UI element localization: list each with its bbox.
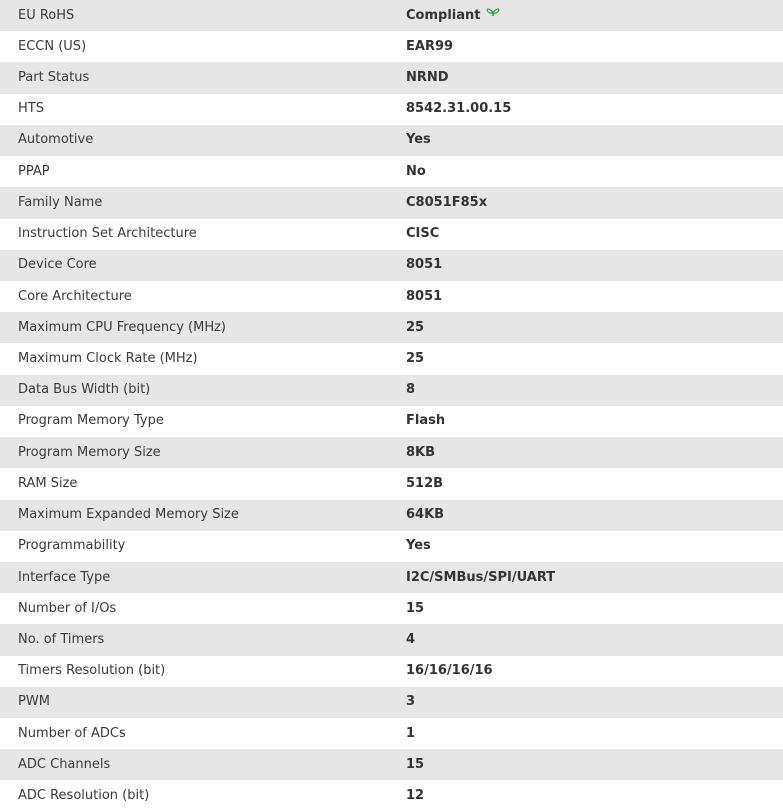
table-row — [0, 468, 783, 499]
spec-value: 8051 — [406, 288, 443, 304]
spec-value: EAR99 — [406, 38, 454, 54]
spec-label: Data Bus Width (bit) — [18, 382, 151, 398]
table-row — [0, 593, 783, 624]
table-row — [0, 500, 783, 531]
leaf-icon — [486, 5, 500, 22]
spec-label: ECCN (US) — [18, 38, 87, 54]
table-row — [0, 250, 783, 281]
table-row — [0, 656, 783, 687]
spec-label: Maximum CPU Frequency (MHz) — [18, 319, 226, 335]
spec-label: Number of I/Os — [18, 600, 117, 616]
spec-label: Timers Resolution (bit) — [18, 663, 166, 679]
spec-value: 25 — [406, 351, 425, 367]
spec-value: Yes — [406, 132, 431, 148]
spec-label: PWM — [18, 694, 50, 710]
table-row — [0, 687, 783, 718]
spec-label: Program Memory Type — [18, 413, 164, 429]
spec-value: 25 — [406, 319, 425, 335]
spec-value-cell — [406, 0, 783, 31]
spec-value: 15 — [406, 756, 425, 772]
spec-label: ADC Resolution (bit) — [18, 788, 150, 804]
table-row — [0, 219, 783, 250]
spec-label: Family Name — [18, 194, 103, 210]
table-row — [0, 312, 783, 343]
spec-value: Flash — [406, 413, 446, 429]
table-row — [0, 375, 783, 406]
table-row — [0, 437, 783, 468]
spec-value: Yes — [406, 538, 431, 554]
spec-value: 4 — [406, 631, 416, 647]
spec-value: 512B — [406, 475, 444, 491]
table-row — [0, 749, 783, 780]
table-row — [0, 125, 783, 156]
table-row — [0, 562, 783, 593]
spec-value: No — [406, 163, 426, 179]
spec-label: Automotive — [18, 132, 94, 148]
spec-label: Core Architecture — [18, 288, 132, 304]
spec-value: CISC — [406, 226, 440, 242]
spec-value: 8 — [406, 382, 416, 398]
table-row — [0, 780, 783, 811]
spec-label: Instruction Set Architecture — [18, 226, 197, 242]
spec-value: 8051 — [406, 257, 443, 273]
spec-value: 15 — [406, 600, 425, 616]
table-row — [0, 531, 783, 562]
table-row — [0, 0, 783, 31]
table-row — [0, 406, 783, 437]
spec-value: 1 — [406, 725, 416, 741]
spec-label: EU RoHS — [18, 7, 75, 23]
spec-value: Compliant — [406, 7, 481, 23]
spec-label: Program Memory Size — [18, 444, 161, 460]
spec-value: 16/16/16/16 — [406, 663, 493, 679]
spec-label: Part Status — [18, 70, 90, 86]
spec-label: Programmability — [18, 538, 126, 554]
spec-value: 8542.31.00.15 — [406, 101, 512, 117]
spec-value: 8KB — [406, 444, 436, 460]
spec-label: RAM Size — [18, 475, 78, 491]
spec-label: ADC Channels — [18, 756, 111, 772]
table-row — [0, 187, 783, 218]
spec-value: I2C/SMBus/SPI/UART — [406, 569, 556, 585]
spec-value: 3 — [406, 694, 416, 710]
table-row — [0, 281, 783, 312]
spec-label: PPAP — [18, 163, 50, 179]
spec-label: Maximum Clock Rate (MHz) — [18, 351, 198, 367]
spec-value: C8051F85x — [406, 194, 488, 210]
spec-label: Number of ADCs — [18, 725, 126, 741]
table-row — [0, 624, 783, 655]
spec-label: No. of Timers — [18, 631, 105, 647]
spec-value: NRND — [406, 70, 449, 86]
table-row — [0, 718, 783, 749]
table-row — [0, 156, 783, 187]
spec-label: Interface Type — [18, 569, 111, 585]
table-row — [0, 94, 783, 125]
spec-value: 64KB — [406, 507, 445, 523]
spec-label: HTS — [18, 101, 44, 117]
spec-value: 12 — [406, 788, 425, 804]
table-row — [0, 31, 783, 62]
spec-label: Maximum Expanded Memory Size — [18, 507, 239, 523]
spec-label: Device Core — [18, 257, 97, 273]
table-row — [0, 343, 783, 374]
table-row — [0, 62, 783, 93]
